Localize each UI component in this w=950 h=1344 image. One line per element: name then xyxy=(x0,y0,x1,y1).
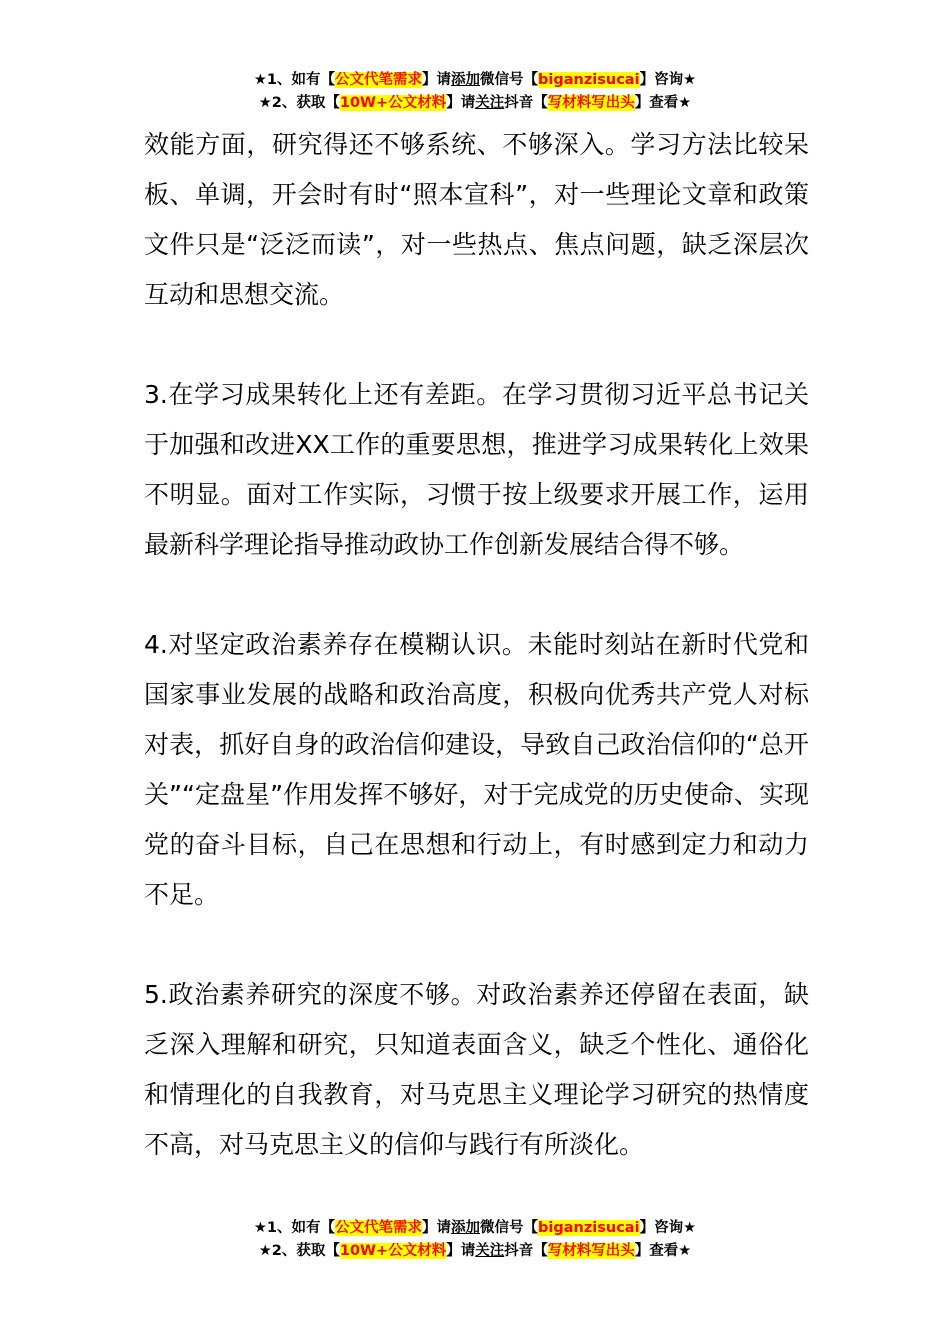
douyin-id-highlight: 写材料写出头 xyxy=(547,95,635,111)
banner-line-1 xyxy=(0,69,950,92)
add-link-text: 添加 xyxy=(451,1220,481,1236)
banner-text: 】咨询★ xyxy=(639,72,697,88)
banner-text: 】咨询★ xyxy=(639,1220,697,1236)
materials-highlight: 10W+公文材料 xyxy=(339,1243,447,1259)
service-highlight: 公文代笔需求 xyxy=(335,1220,423,1236)
service-highlight: 公文代笔需求 xyxy=(335,72,423,88)
banner-text: ★2、获取【 xyxy=(258,95,340,111)
footer-banner xyxy=(0,1217,950,1263)
banner-line-1 xyxy=(0,1217,950,1240)
banner-text: ★1、如有【 xyxy=(253,1220,336,1236)
banner-text: 】查看★ xyxy=(634,1243,692,1259)
paragraph-item-3: 3.在学习成果转化上还有差距。在学习贯彻习近平总书记关于加强和改进XX工作的重要思想，推进学习成果转化上效果不明显。面对工作实际，习惯于按上级要求开展工作，运用最新科学理论指导推动政协工作创新发展结合得不够。 xyxy=(144,380,809,559)
wechat-id-highlight: biganzisucai xyxy=(538,1220,640,1236)
banner-text: 】请 xyxy=(446,95,476,111)
banner-text: 】查看★ xyxy=(634,95,692,111)
banner-text: ★1、如有【 xyxy=(253,72,336,88)
banner-text: 】请 xyxy=(422,72,452,88)
banner-text: 微信号【 xyxy=(480,1220,539,1236)
wechat-id-highlight: biganzisucai xyxy=(538,72,640,88)
banner-text: ★2、获取【 xyxy=(258,1243,340,1259)
banner-text: 】请 xyxy=(446,1243,476,1259)
banner-line-2 xyxy=(0,92,950,115)
banner-text: 抖音【 xyxy=(504,1243,548,1259)
banner-text: 】请 xyxy=(422,1220,452,1236)
document-body xyxy=(144,120,809,1170)
banner-text: 抖音【 xyxy=(504,95,548,111)
banner-text: 微信号【 xyxy=(480,72,539,88)
paragraph-item-5: 5.政治素养研究的深度不够。对政治素养还停留在表面，缺乏深入理解和研究，只知道表面含义，缺乏个性化、通俗化和情理化的自我教育，对马克思主义理论学习研究的热情度不高，对马克思主义的信仰与践行有所淡化。 xyxy=(144,980,809,1159)
header-banner xyxy=(0,69,950,115)
materials-highlight: 10W+公文材料 xyxy=(339,95,447,111)
follow-link-text: 关注 xyxy=(475,1243,505,1259)
add-link-text: 添加 xyxy=(451,72,481,88)
follow-link-text: 关注 xyxy=(475,95,505,111)
banner-line-2 xyxy=(0,1240,950,1263)
paragraph-continuation: 效能方面，研究得还不够系统、不够深入。学习方法比较呆板、单调，开会时有时“照本宣科”，对一些理论文章和政策文件只是“泛泛而读”，对一些热点、焦点问题，缺乏深层次互动和思想交流。 xyxy=(144,130,809,309)
douyin-id-highlight: 写材料写出头 xyxy=(547,1243,635,1259)
paragraph-item-4: 4.对坚定政治素养存在模糊认识。未能时刻站在新时代党和国家事业发展的战略和政治高度，积极向优秀共产党人对标对表，抓好自身的政治信仰建设，导致自己政治信仰的“总开关”“定盘星”作用发挥不够好，对于完成党的历史使命、实现党的奋斗目标，自己在思想和行动上，有时感到定力和动力不足。 xyxy=(144,630,809,909)
